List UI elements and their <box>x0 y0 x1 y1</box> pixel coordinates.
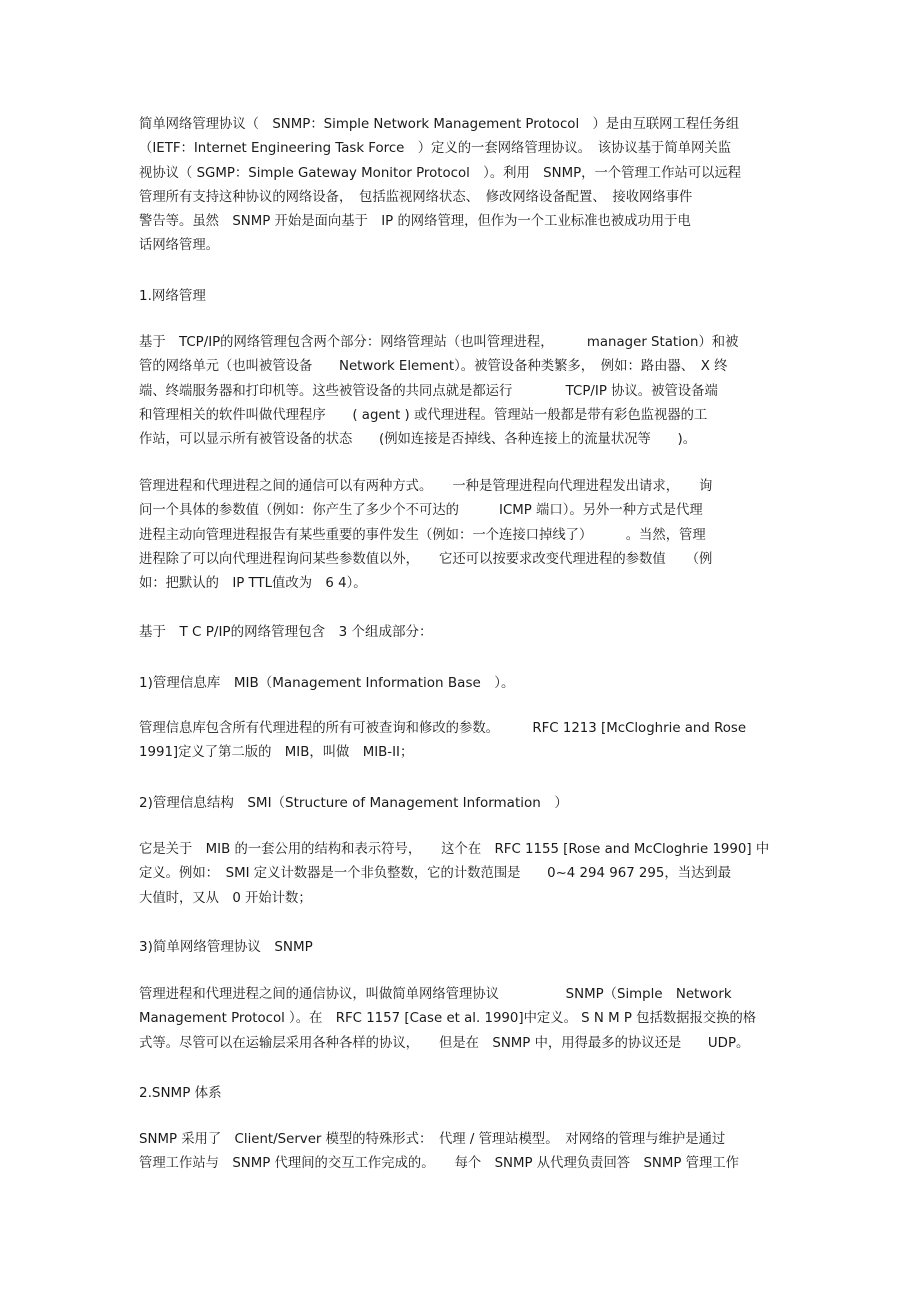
text-line: 视协议（ SGMP：Simple Gateway Monitor Protocol ）。利用 SNMP，一个管理工作站可以远程 <box>139 164 742 181</box>
text-line: 作站，可以显示所有被管设备的状态 (例如连接是否掉线、各种连接上的流量状况等 )。 <box>139 431 697 448</box>
text-line: 管理进程和代理进程之间的通信协议，叫做简单网络管理协议 SNMP（Simple Network <box>139 986 732 1002</box>
text-line: 管理信息库包含所有代理进程的所有可被查询和修改的参数。 RFC 1213 [McCloghrie and Rose <box>139 720 747 736</box>
text-line: 和管理相关的软件叫做代理程序 ( agent ) 或代理进程。管理站一般都是带有彩色监视器的工 <box>139 406 708 423</box>
text-line: 大值时，又从 0 开始计数； <box>139 889 312 906</box>
text-line: 基于 T C P/IP的网络管理包含 3 个组成部分： <box>139 624 433 640</box>
text-line: 简单网络管理协议（ SNMP：Simple Network Management Protocol ）是由互联网工程任务组 <box>139 116 740 132</box>
mib-heading <box>139 671 515 695</box>
snmp-paragraph <box>139 982 789 1055</box>
smi-heading <box>139 791 568 815</box>
heading-text: 1.网络管理 <box>139 288 206 304</box>
text-line: 式等。尽管可以在运输层采用各种各样的协议， 但是在 SNMP 中，用得最多的协议还是 UDP。 <box>139 1034 750 1051</box>
communication-paragraph <box>139 474 789 595</box>
text-line: 如：把默认的 IP TTL值改为 6 4）。 <box>139 575 367 592</box>
text-line: 管理工作站与 SNMP 代理间的交互工作完成的。 每个 SNMP 从代理负责回答 SNMP 管理工作 <box>139 1155 740 1172</box>
text-line: SNMP 采用了 Client/Server 模型的特殊形式： 代理 / 管理站模型。 对网络的管理与维护是通过 <box>139 1131 726 1147</box>
smi-paragraph <box>139 837 789 910</box>
section-heading-snmp-architecture <box>139 1081 222 1105</box>
network-management-paragraph <box>139 330 789 451</box>
text-line: 管的网络单元（也叫被管设备 Network Element）。被管设备种类繁多， 例如：路由器、 X 终 <box>139 358 728 375</box>
mib-paragraph <box>139 716 789 765</box>
heading-text: 2.SNMP 体系 <box>139 1085 222 1101</box>
section-heading-network-management <box>139 284 206 308</box>
text-line: 警告等。虽然 SNMP 开始是面向基于 IP 的网络管理，但作为一个工业标准也被成功用于电 <box>139 213 691 230</box>
text-line: 2)管理信息结构 SMI（Structure of Management Information ） <box>139 795 568 811</box>
snmp-heading <box>139 935 313 959</box>
text-line: 1991]定义了第二版的 MIB，叫做 MIB-II； <box>139 744 414 761</box>
snmp-architecture-paragraph <box>139 1127 789 1176</box>
text-line: 话网络管理。 <box>139 237 220 254</box>
text-line: 进程主动向管理进程报告有某些重要的事件发生（例如：一个连接口掉线了） 。当然，管理 <box>139 526 706 543</box>
text-line: 它是关于 MIB 的一套公用的结构和表示符号， 这个在 RFC 1155 [Rose and McCloghrie 1990] 中 <box>139 841 770 857</box>
intro-paragraph <box>139 112 789 258</box>
text-line: 管理所有支持这种协议的网络设备， 包括监视网络状态、 修改网络设备配置、 接收网络事件 <box>139 188 693 205</box>
text-line: 3)简单网络管理协议 SNMP <box>139 939 313 955</box>
components-intro <box>139 620 432 644</box>
text-line: Management Protocol ）。在 RFC 1157 [Case et al. 1990]中定义。 S N M P 包括数据报交换的格 <box>139 1010 757 1027</box>
text-line: 定义。例如： SMI 定义计数器是一个非负整数，它的计数范围是 0~4 294 967 295，当达到最 <box>139 865 732 882</box>
text-line: （IETF：Internet Engineering Task Force ）定义的一套网络管理协议。 该协议基于简单网关监 <box>139 140 732 157</box>
text-line: 端、终端服务器和打印机等。这些被管设备的共同点就是都运行 TCP/IP 协议。被管设备端 <box>139 382 718 399</box>
text-line: 进程除了可以向代理进程询问某些参数值以外， 它还可以按要求改变代理进程的参数值 （例 <box>139 550 713 567</box>
text-line: 管理进程和代理进程之间的通信可以有两种方式。 一种是管理进程向代理进程发出请求， 询 <box>139 478 713 494</box>
text-line: 1)管理信息库 MIB（Management Information Base ）。 <box>139 675 515 691</box>
text-line: 基于 TCP/IP的网络管理包含两个部分：网络管理站（也叫管理进程， manager Station）和被 <box>139 334 739 350</box>
text-line: 问一个具体的参数值（例如：你产生了多少个不可达的 ICMP 端口）。另外一种方式是代理 <box>139 502 703 519</box>
